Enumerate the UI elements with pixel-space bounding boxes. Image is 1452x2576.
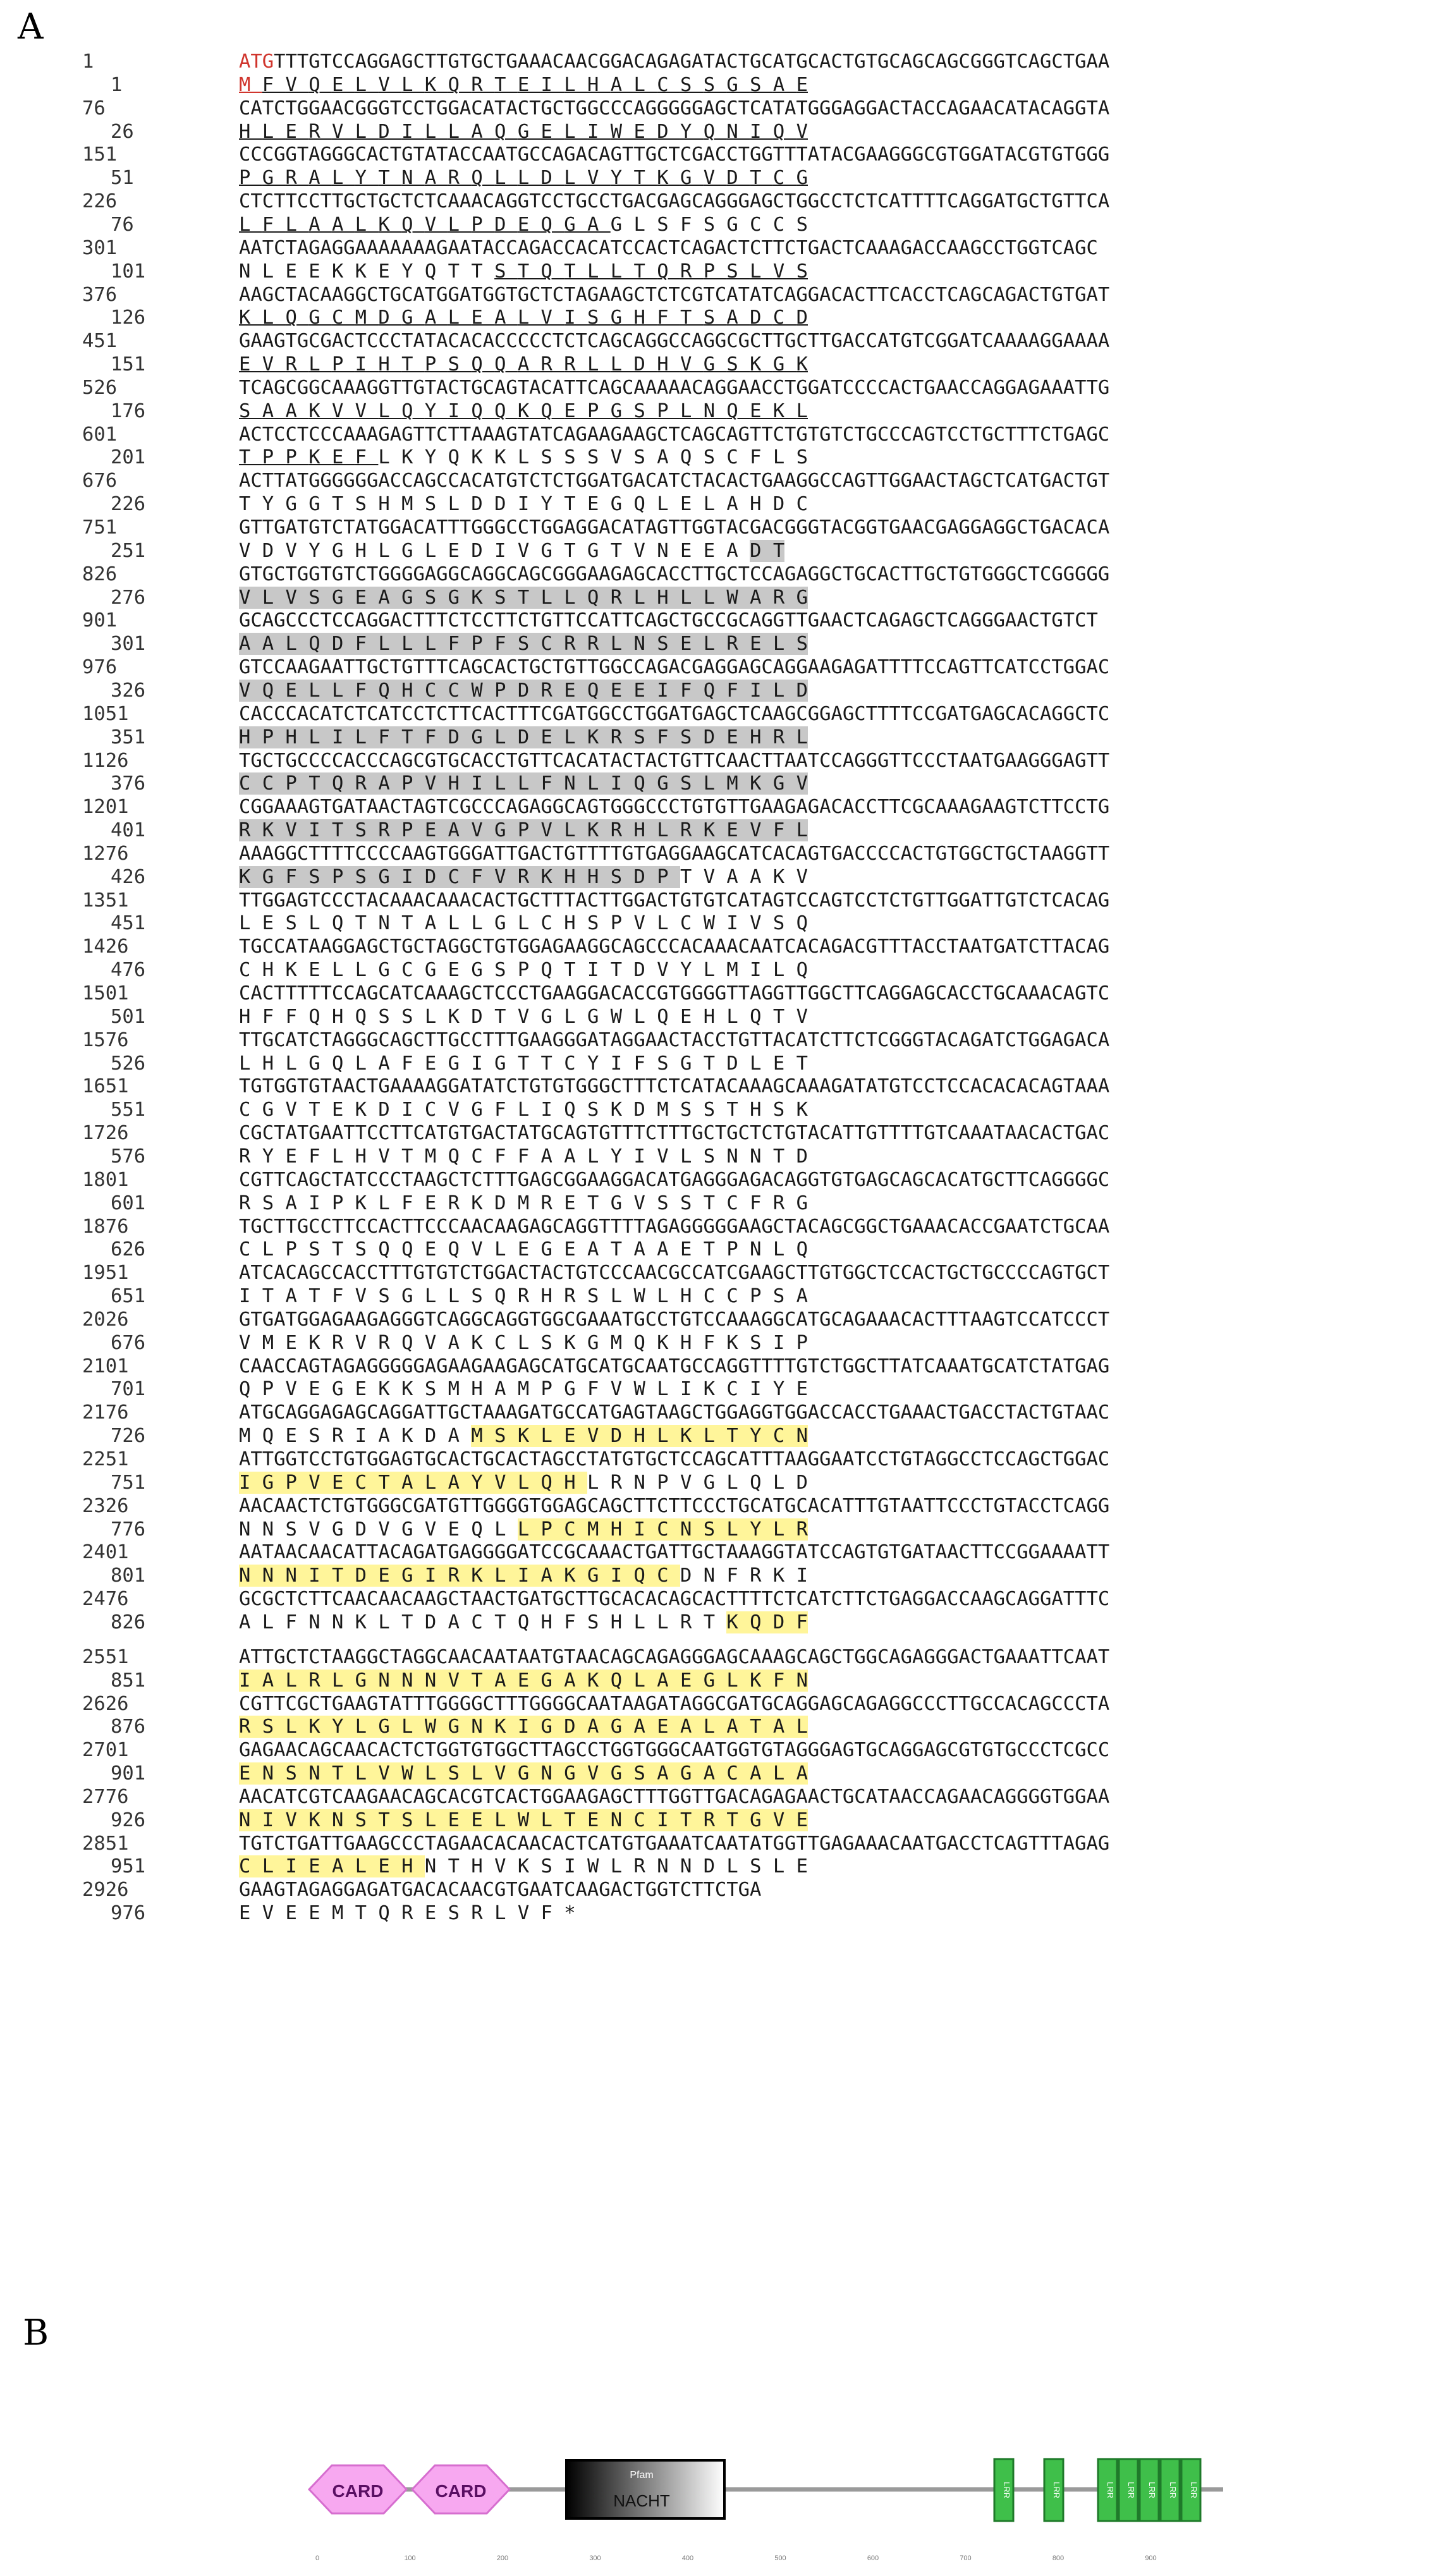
lrr-repeat [1044, 2459, 1063, 2521]
amino-acid-row [0, 587, 1452, 610]
scale-tick-label: 600 [867, 2555, 879, 2562]
amino-acid-row [0, 633, 1452, 656]
amino-acid-row [0, 1145, 1452, 1169]
amino-acid-row [0, 1902, 1452, 1926]
nucleotide-row [0, 1693, 1452, 1716]
amino-acid-position: 301 [111, 633, 146, 656]
nucleotide-sequence: GTTGATGTCTATGGACATTTGGGCCTGGAGGACATAGTTGGTACGACGGGTACGGTGAACGAGGAGGCTGACACA [239, 516, 1110, 539]
amino-acid-position: 476 [111, 959, 146, 982]
amino-acid-sequence: V L V S G E A G S G K S T L L Q R L H L L W A R G [239, 586, 808, 609]
nucleotide-row [0, 1216, 1452, 1239]
amino-acid-sequence: R Y E F L H V T M Q C F F A A L Y I V L S N N T D [239, 1145, 808, 1168]
nucleotide-row [0, 143, 1452, 167]
amino-acid-sequence: Q P V E G E K K S M H A M P G F V W L I K C I Y E [239, 1378, 808, 1401]
amino-acid-row [0, 1565, 1452, 1588]
nucleotide-position: 226 [82, 190, 118, 213]
lrr-repeat-label: LRR [1002, 2481, 1011, 2499]
amino-acid-row [0, 121, 1452, 144]
nucleotide-position: 151 [82, 143, 118, 166]
nucleotide-row [0, 1355, 1452, 1379]
nucleotide-sequence: CGGAAAGTGATAACTAGTCGCCCAGAGGCAGTGGGCCCTGTGTTGAAGAGACACCTTCGCAAAGAAGTCTTCCTG [239, 796, 1110, 819]
amino-acid-row [0, 446, 1452, 470]
nucleotide-row [0, 284, 1452, 307]
nucleotide-sequence: GAAGTGCGACTCCCTATACACACCCCCTCTCAGCAGGCCAGGCGCTTGCTTGACCATGTCGGATCAAAAGGAAAA [239, 330, 1110, 353]
nucleotide-row [0, 1448, 1452, 1472]
amino-acid-sequence: P G R A L Y T N A R Q L L D L V Y T K G V D T C G [239, 167, 808, 190]
nucleotide-row [0, 1401, 1452, 1425]
amino-acid-position: 226 [111, 493, 146, 516]
nucleotide-row [0, 237, 1452, 260]
nucleotide-position: 376 [82, 283, 118, 306]
nucleotide-row [0, 190, 1452, 214]
amino-acid-position: 1 [111, 73, 123, 96]
nucleotide-row [0, 1833, 1452, 1856]
scale-tick-label: 100 [404, 2555, 416, 2562]
nucleotide-sequence: ATCACAGCCACCTTTGTGTCTGGACTACTGTCCCAACGCCATCGAAGCTTGTGGCTCCACTGCTGCCCCAGTGCT [239, 1262, 1110, 1285]
amino-acid-row [0, 1099, 1452, 1122]
nucleotide-sequence: CGTTCGCTGAAGTATTTGGGGCTTTGGGGCAATAAGATAGGCGATGCAGGAGCAGAGGCCCTTGCCACAGCCCTA [239, 1692, 1110, 1715]
nucleotide-sequence: CACTTTTTCCAGCATCAAAGCTCCCTGAAGGACACCGTGGGGTTAGGTTGGCTTCAGGAGCACCTGCAAACAGTC [239, 982, 1110, 1004]
amino-acid-position: 276 [111, 586, 146, 609]
nucleotide-sequence: AATAACAACATTACAGATGAGGGGATCCGCAAACTGATTGCTAAAGGTATCCAGTGTGATAACTTCCGGAAAATT [239, 1541, 1110, 1564]
nacht-pfam-label: Pfam [630, 2470, 654, 2481]
amino-acid-sequence: L F L A A L K Q V L P D E Q G A G L S F S G C C S [239, 213, 808, 236]
amino-acid-position: 526 [111, 1052, 146, 1075]
nucleotide-sequence: TGCTGCCCCACCCAGCGTGCACCTGTTCACATACTACTGTTCAACTTAATCCAGGGTTCCCTAATGAAGGGAGTT [239, 749, 1110, 772]
nucleotide-row [0, 1309, 1452, 1332]
nucleotide-position: 301 [82, 236, 118, 259]
nucleotide-position: 1126 [82, 749, 129, 772]
nucleotide-position: 2701 [82, 1739, 129, 1762]
nucleotide-sequence: TGTCTGATTGAAGCCCTAGAACACAACACTCATGTGAAATCAATATGGTTGAGAAACAATGACCTCAGTTTAGAG [239, 1832, 1110, 1855]
nucleotide-position: 1426 [82, 936, 129, 958]
amino-acid-position: 51 [111, 167, 134, 190]
nucleotide-position: 2476 [82, 1588, 129, 1611]
amino-acid-row [0, 726, 1452, 750]
card-domain-2 [412, 2465, 509, 2513]
amino-acid-sequence: H F F Q H Q S S L K D T V G L G W L Q E H L Q T V [239, 1005, 808, 1028]
amino-acid-row [0, 1472, 1452, 1495]
card-domain-1 [309, 2465, 406, 2513]
nucleotide-sequence: CTCTTCCTTGCTGCTCTCAAACAGGTCCTGCCTGACGAGCAGGGAGCTGGCCTCTCATTTTCAGGATGCTGTTCA [239, 190, 1110, 213]
amino-acid-sequence: I A L R L G N N N V T A E G A K Q L A E G L K F N [239, 1669, 808, 1692]
nucleotide-row [0, 889, 1452, 913]
amino-acid-sequence: L H L G Q L A F E G I G T T C Y I F S G T D L E T [239, 1052, 808, 1075]
amino-acid-position: 901 [111, 1762, 146, 1785]
nucleotide-sequence: CGTTCAGCTATCCCTAAGCTCTTTGAGCGGAAGGACATGAGGGAGACAGGTGTGAGCAGCACATGCTTCAGGGGC [239, 1168, 1110, 1191]
nucleotide-position: 1 [82, 51, 94, 73]
lrr-repeat [1098, 2459, 1117, 2521]
lrr-repeat-label: LRR [1052, 2481, 1061, 2499]
nucleotide-position: 1351 [82, 889, 129, 912]
nucleotide-sequence: ACTCCTCCCAAAGAGTTCTTAAAGTATCAGAAGAAGCTCAGCAGTTCTGTGTCTGCCCAGTCCTGCTTTCTGAGC [239, 423, 1110, 446]
amino-acid-row [0, 1053, 1452, 1076]
amino-acid-row [0, 1378, 1452, 1401]
nucleotide-sequence: TCAGCGGCAAAGGTTGTACTGCAGTACATTCAGCAAAAACAGGAACCTGGATCCCCACTGAACCAGGAGAAATTG [239, 376, 1110, 399]
scale-tick-label: 700 [960, 2555, 972, 2562]
nucleotide-row [0, 563, 1452, 587]
nucleotide-sequence: TGTGGTGTAACTGAAAAGGATATCTGTGTGGGCTTTCTCATACAAAGCAAAGATATGTCCTCCACACACAGTAAA [239, 1075, 1110, 1098]
nucleotide-row [0, 936, 1452, 959]
nucleotide-position: 676 [82, 470, 118, 492]
nucleotide-row [0, 1588, 1452, 1611]
nucleotide-row [0, 1029, 1452, 1053]
nucleotide-row [0, 1075, 1452, 1099]
nucleotide-position: 1726 [82, 1122, 129, 1145]
amino-acid-position: 551 [111, 1099, 146, 1121]
amino-acid-sequence: V D V Y G H L G L E D I V G T G T V N E E A D T [239, 539, 785, 562]
nucleotide-position: 1876 [82, 1215, 129, 1238]
domain-architecture-diagram [0, 2377, 1452, 2576]
amino-acid-sequence: R S L K Y L G L W G N K I G D A G A E A L A T A L [239, 1716, 808, 1738]
amino-acid-position: 76 [111, 213, 134, 236]
nucleotide-sequence: CGCTATGAATTCCTTCATGTGACTATGCAGTGTTTCTTTGCTGCTCTGTACATTGTTTTGTCAAATAACACTGAC [239, 1122, 1110, 1145]
amino-acid-row [0, 400, 1452, 424]
amino-acid-sequence: E V E E M T Q R E S R L V F * [239, 1902, 576, 1925]
amino-acid-position: 626 [111, 1238, 146, 1261]
nucleotide-row [0, 1169, 1452, 1192]
amino-acid-row [0, 307, 1452, 330]
nucleotide-position: 2026 [82, 1308, 129, 1331]
amino-acid-row [0, 1518, 1452, 1542]
amino-acid-position: 576 [111, 1145, 146, 1168]
nucleotide-sequence: TTGGAGTCCCTACAAACAAACACTGCTTTACTTGGACTGTGTCATAGTCCAGTCCTCTGTTGGATTGTCTCACAG [239, 889, 1110, 912]
nucleotide-position: 826 [82, 563, 118, 585]
panel-label-a: A [18, 6, 44, 47]
nucleotide-sequence: TGCTTGCCTTCCACTTCCCAACAAGAGCAGGTTTTAGAGGGGGAAGCTACAGCGGCTGAAACACCGAATCTGCAA [239, 1215, 1110, 1238]
amino-acid-row [0, 1285, 1452, 1309]
amino-acid-row [0, 1192, 1452, 1216]
nucleotide-sequence: CCCGGTAGGGCACTGTATACCAATGCCAGACAGTTGCTCGACCTGGTTTATACGAAGGGCGTGGATACGTGTGGG [239, 143, 1110, 166]
amino-acid-row [0, 353, 1452, 377]
amino-acid-sequence: C C P T Q R A P V H I L L F N L I Q G S L M K G V [239, 772, 808, 795]
amino-acid-position: 926 [111, 1809, 146, 1831]
nucleotide-position: 2776 [82, 1785, 129, 1808]
nucleotide-row [0, 656, 1452, 680]
nucleotide-sequence: ATTGGTCCTGTGGAGTGCACTGCACTAGCCTATGTGCTCCAGCATTTAAGGAATCCTGTAGGCCTCCAGCTGGAC [239, 1448, 1110, 1470]
amino-acid-position: 651 [111, 1285, 146, 1308]
amino-acid-position: 776 [111, 1518, 146, 1541]
amino-acid-sequence: N N N I T D E G I R K L I A K G I Q C D N F R K I [239, 1565, 808, 1587]
amino-acid-sequence: H L E R V L D I L L A Q G E L I W E D Y Q N I Q V [239, 120, 808, 143]
amino-acid-row [0, 167, 1452, 190]
amino-acid-sequence: C H K E L L G C G E G S P Q T I T D V Y L M I L Q [239, 959, 808, 982]
amino-acid-sequence: N L E E K K E Y Q T T S T Q T L L T Q R P S L V S [239, 260, 808, 283]
scale-tick-label: 800 [1052, 2555, 1065, 2562]
amino-acid-row [0, 540, 1452, 563]
amino-acid-sequence: C L I E A L E H N T H V K S I W L R N N D L S L E [239, 1855, 808, 1878]
nucleotide-position: 601 [82, 423, 118, 446]
amino-acid-sequence: K L Q G C M D G A L E A L V I S G H F T S A D C D [239, 307, 808, 329]
amino-acid-position: 201 [111, 446, 146, 469]
nucleotide-sequence: ATGCAGGAGAGCAGGATTGCTAAAGATGCCATGAGTAAGCTGGAGGTGGACCACCTGAAACTGACCTACTGTAAC [239, 1401, 1110, 1424]
nucleotide-row [0, 1879, 1452, 1902]
amino-acid-sequence: C L P S T S Q Q E Q V L E G E A T A A E T P N L Q [239, 1238, 808, 1261]
nucleotide-position: 1276 [82, 842, 129, 865]
amino-acid-position: 376 [111, 772, 146, 795]
amino-acid-position: 501 [111, 1005, 146, 1028]
nucleotide-sequence: AACATCGTCAAGAACAGCACGTCACTGGAAGAGCTTTGGTTGACAGAGAACTGCATAACCAGAACAGGGGTGGAA [239, 1785, 1110, 1808]
nucleotide-position: 751 [82, 516, 118, 539]
nucleotide-position: 76 [82, 97, 106, 119]
nucleotide-row [0, 1646, 1452, 1670]
amino-acid-position: 451 [111, 912, 146, 935]
amino-acid-sequence: N I V K N S T S L E E L W L T E N C I T R T G V E [239, 1809, 808, 1831]
amino-acid-position: 826 [111, 1611, 146, 1633]
nucleotide-row [0, 1495, 1452, 1518]
amino-acid-position: 801 [111, 1565, 146, 1587]
scale-tick-label: 400 [681, 2555, 694, 2562]
panel-label-b: B [23, 2312, 49, 2353]
amino-acid-row [0, 493, 1452, 516]
lrr-repeat [1181, 2459, 1200, 2521]
nucleotide-sequence: AAAGGCTTTTCCCCAAGTGGGATTGACTGTTTTGTGAGGAAGCATCACAGTGACCCCACTGTGGCTGCTAAGGTT [239, 842, 1110, 865]
amino-acid-position: 351 [111, 726, 146, 748]
amino-acid-row [0, 1006, 1452, 1029]
nucleotide-position: 1951 [82, 1262, 129, 1285]
amino-acid-row [0, 912, 1452, 936]
nucleotide-position: 1201 [82, 796, 129, 819]
amino-acid-row [0, 74, 1452, 97]
amino-acid-position: 951 [111, 1855, 146, 1878]
nucleotide-row [0, 424, 1452, 447]
nucleotide-row [0, 703, 1452, 726]
nacht-domain-label: NACHT [613, 2491, 670, 2510]
amino-acid-sequence: I T A T F V S G L L S Q R H R S L W L H C C P S A [239, 1285, 808, 1308]
nucleotide-row [0, 97, 1452, 121]
card-domain-1-label: CARD [332, 2481, 384, 2501]
nucleotide-sequence: AAGCTACAAGGCTGCATGGATGGTGCTCTAGAAGCTCTCGTCATATCAGGACACTTCACCTCAGCAGACTGTGAT [239, 283, 1110, 306]
amino-acid-sequence: N N S V G D V G V E Q L L P C M H I C N S L Y L R [239, 1518, 808, 1541]
amino-acid-row [0, 1762, 1452, 1786]
scale-tick-label: 200 [496, 2555, 509, 2562]
amino-acid-position: 326 [111, 679, 146, 702]
amino-acid-row [0, 214, 1452, 237]
amino-acid-position: 401 [111, 819, 146, 842]
nucleotide-position: 2101 [82, 1355, 129, 1377]
nucleotide-position: 2851 [82, 1832, 129, 1855]
nucleotide-position: 1051 [82, 702, 129, 725]
nucleotide-sequence: GTGATGGAGAAGAGGGTCAGGCAGGTGGCGAAATGCCTGTCCAAAGGCATGCAGAAACACTTTAAGTCCATCCCT [239, 1308, 1110, 1331]
amino-acid-row [0, 1855, 1452, 1879]
card-domain-2-label: CARD [435, 2481, 487, 2501]
nucleotide-position: 2926 [82, 1879, 129, 1901]
amino-acid-sequence: R K V I T S R P E A V G P V L K R H L R K E V F L [239, 819, 808, 842]
nucleotide-sequence: ACTTATGGGGGGACCAGCCACATGTCTCTGGATGACATCTACACTGAAGGCCAGTTGGAACTAGCTCATGACTGT [239, 470, 1110, 492]
nucleotide-sequence: ATTGCTCTAAGGCTAGGCAACAATAATGTAACAGCAGAGGGAGCAAAGCAGCTGGCAGAGGGACTGAAATTCAAT [239, 1645, 1110, 1668]
amino-acid-row [0, 772, 1452, 796]
amino-acid-row [0, 680, 1452, 703]
amino-acid-position: 976 [111, 1902, 146, 1925]
nucleotide-position: 451 [82, 330, 118, 353]
amino-acid-position: 876 [111, 1716, 146, 1738]
amino-acid-sequence: E N S N T L V W L S L V G N G V G S A G A C A L A [239, 1762, 808, 1785]
lrr-repeat [994, 2459, 1013, 2521]
amino-acid-sequence: V Q E L L F Q H C C W P D R E Q E E I F Q F I L D [239, 679, 808, 702]
amino-acid-row [0, 866, 1452, 889]
amino-acid-position: 751 [111, 1471, 146, 1494]
amino-acid-sequence: L E S L Q T N T A L L G L C H S P V L C W I V S Q [239, 912, 808, 935]
amino-acid-position: 601 [111, 1192, 146, 1214]
amino-acid-position: 676 [111, 1331, 146, 1354]
nucleotide-position: 2401 [82, 1541, 129, 1564]
scale-tick-label: 500 [774, 2555, 786, 2562]
lrr-repeat [1119, 2459, 1138, 2521]
nucleotide-row [0, 470, 1452, 493]
nucleotide-row [0, 609, 1452, 633]
nucleotide-position: 2551 [82, 1645, 129, 1668]
nacht-domain [566, 2460, 724, 2518]
amino-acid-sequence: A L F N N K L T D A C T Q H F S H L L R T K Q D F [239, 1611, 808, 1633]
nucleotide-sequence: GCAGCCCTCCAGGACTTTCTCCTTCTGTTCCATTCAGCTGCCGCAGGTTGAACTCAGAGCTCAGGGAACTGTCT [239, 609, 1098, 632]
nucleotide-sequence: TTGCATCTAGGGCAGCTTGCCTTTGAAGGGATAGGAACTACCTGTTACATCTTCTCGGGTACAGATCTGGAGACA [239, 1029, 1110, 1051]
lrr-repeat [1140, 2459, 1159, 2521]
amino-acid-row [0, 260, 1452, 284]
nucleotide-row [0, 330, 1452, 353]
amino-acid-position: 176 [111, 400, 146, 422]
amino-acid-sequence: K G F S P S G I D C F V R K H H S D P T V A A K V [239, 865, 808, 888]
lrr-repeat-label: LRR [1106, 2481, 1115, 2499]
scale-tick-label: 0 [315, 2555, 320, 2562]
nucleotide-position: 1651 [82, 1075, 129, 1098]
nucleotide-row [0, 796, 1452, 819]
lrr-repeat-label: LRR [1147, 2481, 1157, 2499]
lrr-repeat-label: LRR [1189, 2481, 1199, 2499]
amino-acid-sequence: E V R L P I H T P S Q Q A R R L L D H V G S K G K [239, 353, 808, 376]
nucleotide-sequence: GAGAACAGCAACACTCTGGTGTGGCTTAGCCTGGTGGGCAATGGTGTAGGGAGTGCAGGAGCGTGTGCCCTCGCC [239, 1739, 1110, 1762]
nucleotide-row [0, 377, 1452, 400]
amino-acid-sequence: T P P K E F L K Y Q K K L S S S V S A Q S C F L S [239, 446, 808, 469]
nucleotide-sequence: CAACCAGTAGAGGGGGAGAAGAAGAGCATGCATGCAATGCCAGGTTTTGTCTGGCTTATCAAATGCATCTATGAG [239, 1355, 1110, 1377]
nucleotide-sequence: TGCCATAAGGAGCTGCTAGGCTGTGGAGAAGGCAGCCCACAAACAATCACAGACGTTTACCTAATGATCTTACAG [239, 936, 1110, 958]
nucleotide-sequence: GTCCAAGAATTGCTGTTTCAGCACTGCTGTTGGCCAGACGAGGAGCAGGAAGAGATTTTCCAGTTCATCCTGGAC [239, 656, 1110, 679]
amino-acid-position: 101 [111, 260, 146, 283]
amino-acid-sequence: A A L Q D F L L L F P F S C R R L N S E L R E L S [239, 633, 808, 656]
amino-acid-sequence: T Y G G T S H M S L D D I Y T E G Q L E L A H D C [239, 493, 808, 516]
nucleotide-position: 2176 [82, 1401, 129, 1424]
nucleotide-row [0, 1262, 1452, 1285]
nucleotide-sequence: CACCCACATCTCATCCTCTTCACTTTCGATGGCCTGGATGAGCTCAAGCGGAGCTTTTCCGATGAGCACAGGCTC [239, 702, 1110, 725]
amino-acid-row [0, 1425, 1452, 1448]
nucleotide-row [0, 1739, 1452, 1762]
amino-acid-position: 151 [111, 353, 146, 376]
amino-acid-position: 426 [111, 865, 146, 888]
nucleotide-position: 1501 [82, 982, 129, 1004]
amino-acid-sequence: M Q E S R I A K D A M S K L E V D H L K L T Y C N [239, 1425, 808, 1448]
nucleotide-row [0, 51, 1452, 74]
nucleotide-row [0, 516, 1452, 540]
scale-tick-label: 900 [1145, 2555, 1157, 2562]
position-scale [315, 2555, 1157, 2562]
amino-acid-position: 251 [111, 539, 146, 562]
scale-tick-label: 300 [589, 2555, 601, 2562]
nucleotide-row [0, 750, 1452, 773]
nucleotide-sequence: AACAACTCTGTGGGCGATGTTGGGGTGGAGCAGCTTCTTCCCTGCATGCACATTTGTAATTCCCTGTACCTCAGG [239, 1494, 1110, 1517]
amino-acid-row [0, 1670, 1452, 1693]
nucleotide-sequence: GTGCTGGTGTCTGGGGAGGCAGGCAGCGGGAAGAGCACCTTGCTCCAGAGGCTGCACTTGCTGTGGGCTCGGGGG [239, 563, 1110, 585]
nucleotide-row [0, 982, 1452, 1006]
amino-acid-row [0, 1332, 1452, 1355]
amino-acid-position: 726 [111, 1425, 146, 1448]
nucleotide-sequence: AATCTAGAGGAAAAAAAGAATACCAGACCACATCCACTCAGACTCTTCTGACTCAAAGACCAAGCCTGGTCAGC [239, 236, 1098, 259]
nucleotide-position: 2626 [82, 1692, 129, 1715]
nucleotide-position: 976 [82, 656, 118, 679]
amino-acid-sequence: V M E K R V R Q V A K C L S K G M Q K H F K S I P [239, 1331, 808, 1354]
nucleotide-row [0, 843, 1452, 866]
nucleotide-sequence: CATCTGGAACGGGTCCTGGACATACTGCTGGCCCAGGGGGAGCTCATATGGGAGGACTACCAGAACATACAGGTA [239, 97, 1110, 119]
amino-acid-sequence: R S A I P K L F E R K D M R E T G V S S T C F R G [239, 1192, 808, 1214]
nucleotide-row [0, 1122, 1452, 1145]
nucleotide-row [0, 1786, 1452, 1809]
nucleotide-position: 901 [82, 609, 118, 632]
nucleotide-position: 1801 [82, 1168, 129, 1191]
nucleotide-sequence: ATGTTTGTCCAGGAGCTTGTGCTGAAACAACGGACAGAGATACTGCATGCACTGTGCAGCAGCGGGTCAGCTGAA [239, 51, 1110, 73]
amino-acid-position: 851 [111, 1669, 146, 1692]
amino-acid-sequence: C G V T E K D I C V G F L I Q S K D M S S T H S K [239, 1099, 808, 1121]
lrr-repeat [1161, 2459, 1180, 2521]
nucleotide-position: 2326 [82, 1494, 129, 1517]
nucleotide-row [0, 1541, 1452, 1565]
amino-acid-row [0, 1809, 1452, 1833]
amino-acid-row [0, 819, 1452, 843]
amino-acid-row [0, 1238, 1452, 1262]
nucleotide-position: 2251 [82, 1448, 129, 1470]
nucleotide-sequence: GAAGTAGAGGAGATGACACAACGTGAATCAAGACTGGTCTTCTGA [239, 1879, 762, 1901]
amino-acid-row [0, 959, 1452, 982]
amino-acid-row [0, 1611, 1452, 1635]
nucleotide-sequence: GCGCTCTTCAACAACAAGCTAACTGATGCTTGCACACAGCACTTTTCTCATCTTCTGAGGACCAAGCAGGATTTC [239, 1588, 1110, 1611]
lrr-repeat-label: LRR [1168, 2481, 1178, 2499]
amino-acid-sequence: H P H L I L F T F D G L D E L K R S F S D E H R L [239, 726, 808, 748]
lrr-repeat-label: LRR [1126, 2481, 1136, 2499]
amino-acid-position: 26 [111, 120, 134, 143]
nucleotide-position: 526 [82, 376, 118, 399]
amino-acid-sequence: S A A K V V L Q Y I Q Q K Q E P G S P L N Q E K L [239, 400, 808, 422]
nucleotide-position: 1576 [82, 1029, 129, 1051]
start-codon: ATG [239, 51, 274, 73]
amino-acid-position: 701 [111, 1378, 146, 1401]
amino-acid-sequence: M F V Q E L V L K Q R T E I L H A L C S S G S A E [239, 73, 808, 96]
amino-acid-row [0, 1716, 1452, 1739]
amino-acid-sequence: I G P V E C T A L A Y V L Q H L R N P V G L Q L D [239, 1471, 808, 1494]
amino-acid-position: 126 [111, 307, 146, 329]
